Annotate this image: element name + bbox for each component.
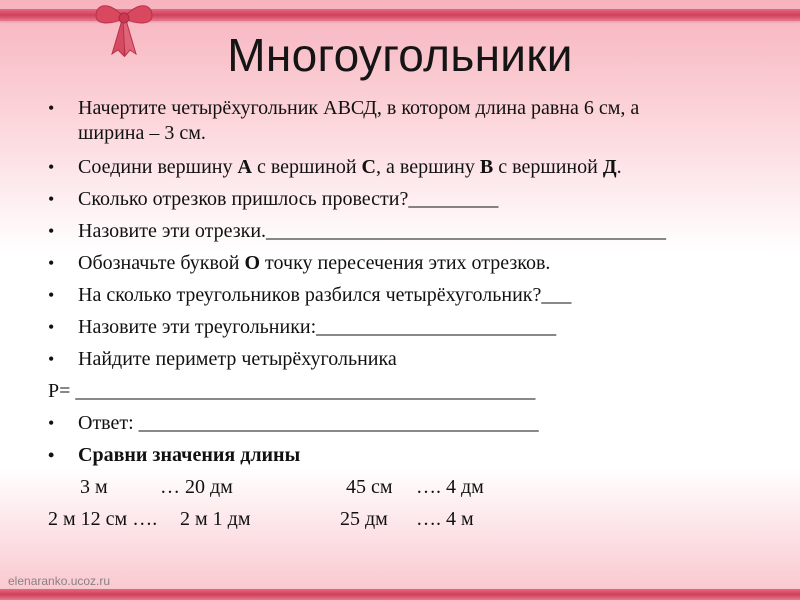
item-text: Назовите эти треугольники:________________________ bbox=[78, 316, 557, 338]
text-part: с вершиной bbox=[251, 156, 362, 178]
compare-row-2-d: …. 4 м bbox=[416, 508, 474, 530]
compare-heading: Сравни значения длины bbox=[78, 444, 301, 466]
vertex-d: Д bbox=[602, 156, 617, 178]
bullet: • bbox=[48, 221, 55, 241]
bullet: • bbox=[48, 253, 55, 273]
item-text bbox=[78, 156, 622, 179]
compare-row-1-a: 3 м bbox=[80, 476, 108, 498]
vertex-c: С bbox=[361, 156, 376, 178]
text-part: Соедини вершину bbox=[78, 156, 238, 178]
compare-row-2-c: 25 дм bbox=[340, 508, 388, 530]
perimeter-line: Р= ______________________________________________ bbox=[48, 380, 536, 402]
bottom-ribbon bbox=[0, 589, 800, 600]
bullet: • bbox=[48, 317, 55, 337]
compare-row-1-b: … 20 дм bbox=[160, 476, 233, 498]
text-part: , а вершину bbox=[376, 156, 480, 178]
item-text: Сколько отрезков пришлось провести?_________ bbox=[78, 188, 499, 210]
bullet: • bbox=[48, 285, 55, 305]
text-part: Обозначьте буквой bbox=[78, 252, 245, 274]
item-text-line-1: Начертите четырёхугольник АВСД, в котором длина равна 6 см, а bbox=[78, 97, 640, 119]
item-text bbox=[78, 252, 550, 275]
site-watermark: elenaranko.ucoz.ru bbox=[8, 574, 111, 588]
answer-line: Ответ: ________________________________________ bbox=[78, 412, 539, 434]
item-text-line-2: ширина – 3 см. bbox=[78, 122, 206, 144]
item-text: Назовите эти отрезки.________________________________________ bbox=[78, 220, 667, 242]
point-o: О bbox=[244, 252, 261, 274]
item-text: На сколько треугольников разбился четырёхугольник?___ bbox=[78, 284, 572, 306]
page-title: Многоугольники bbox=[227, 29, 573, 81]
compare-row-1-c: 45 см bbox=[346, 476, 393, 498]
compare-row-2-b: 2 м 1 дм bbox=[180, 508, 251, 530]
compare-row-1-d: …. 4 дм bbox=[416, 476, 484, 498]
item-text: Найдите периметр четырёхугольника bbox=[78, 348, 397, 370]
vertex-a: А bbox=[237, 156, 252, 178]
text-part: точку пересечения этих отрезков. bbox=[260, 252, 551, 274]
bullet: • bbox=[48, 157, 55, 177]
bullet: • bbox=[48, 413, 55, 433]
bullet: • bbox=[48, 98, 55, 118]
compare-row-2-a: 2 м 12 см …. bbox=[48, 508, 158, 530]
bullet: • bbox=[48, 349, 55, 369]
text-part: с вершиной bbox=[493, 156, 603, 178]
vertex-b: В bbox=[479, 156, 494, 178]
text-part: . bbox=[616, 156, 622, 178]
bullet: • bbox=[48, 445, 55, 465]
bullet: • bbox=[48, 189, 55, 209]
